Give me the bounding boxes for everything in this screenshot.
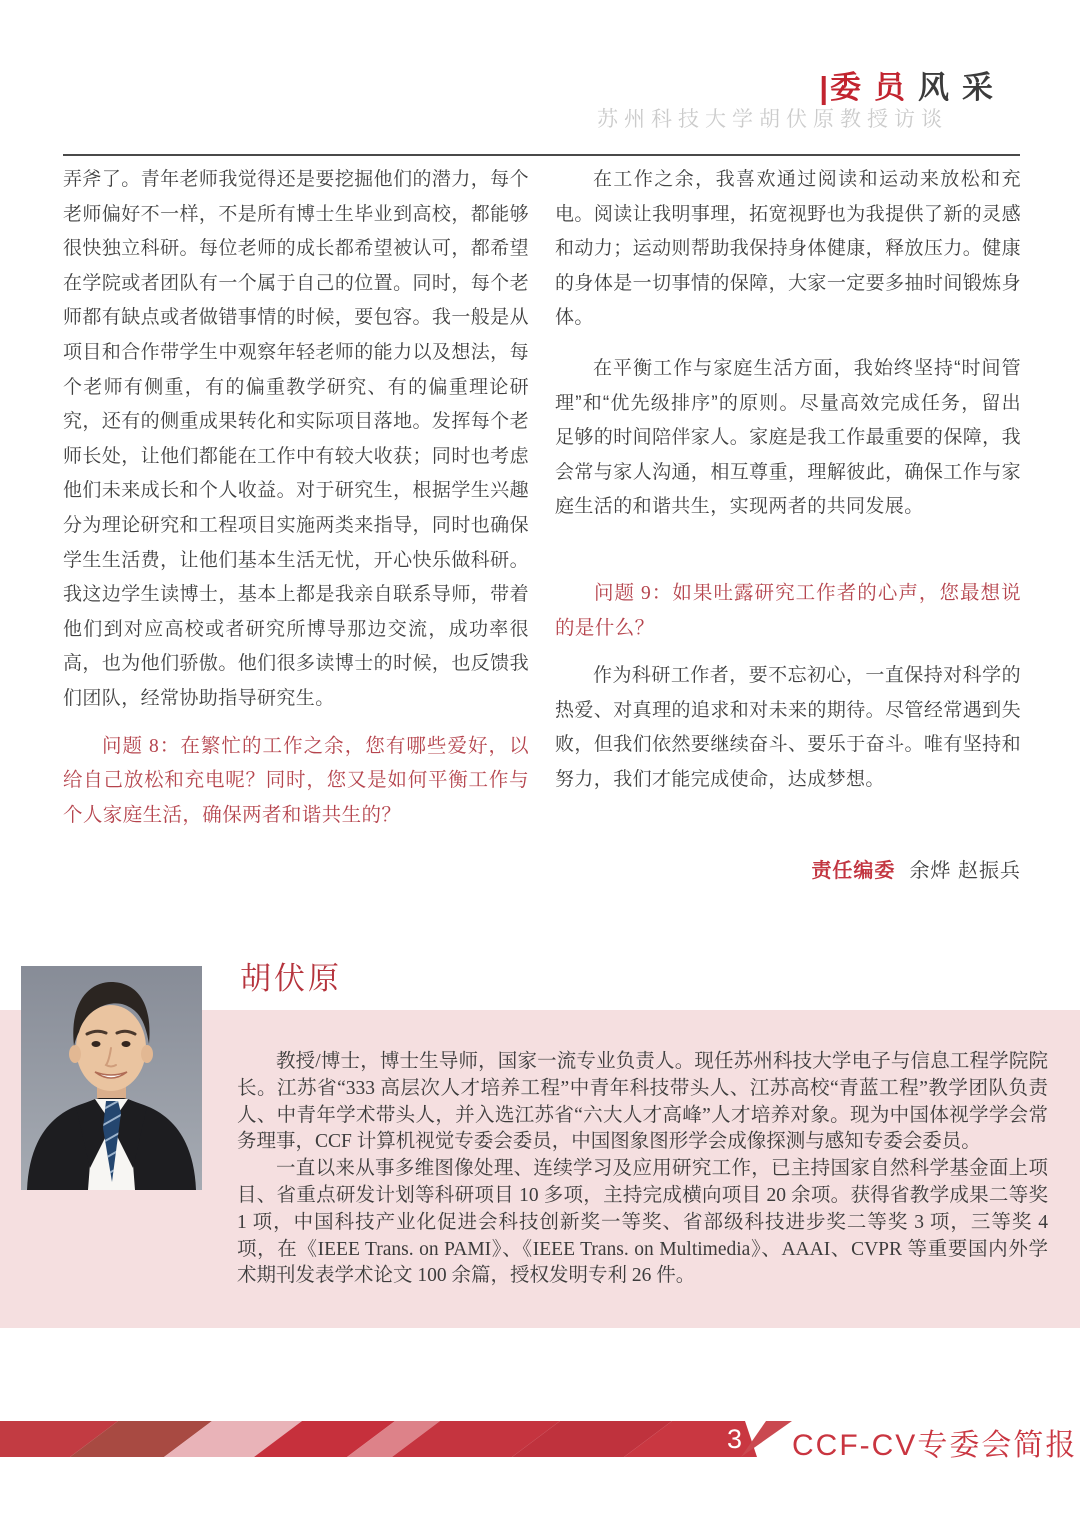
bio-paragraph-1: 教授/博士，博士生导师，国家一流专业负责人。现任苏州科技大学电子与信息工程学院院长。江苏省“333 高层次人才培养工程”中青年科技带头人、江苏高校“青蓝工程”教学团队负责人、中青年学术带头人，并入选江苏省“六大人才高峰”人才培养对象。现为中国体视学学会常务理事，CCF 计算机视觉专委会委员，中国图象图形学会成像探测与感知专委会委员。: [237, 1051, 1048, 1153]
interview-answer-paragraph: 弄斧了。青年老师我觉得还是要挖掘他们的潜力，每个老师偏好不一样，不是所有博士生毕业到高校，都能够很快独立科研。每位老师的成长都希望被认可，都希望在学院或者团队有一个属于自己的位置。同时，每个老师都有缺点或者做错事情的时候，要包容。我一般是从项目和合作带学生中观察年轻老师的能力以及想法，每个老师有侧重，有的偏重教学研究、有的偏重理论研究，还有的侧重成果转化和实际项目落地。发挥每个老师长处，让他们都能在工作中有较大收获；同时也考虑他们未来成长和个人收益。对于研究生，根据学生兴趣分为理论研究和工程项目实施两类来指导，同时也确保学生生活费，让他们基本生活无忧，开心快乐做科研。我这边学生读博士，基本上都是我亲自联系导师，带着他们到对应高校或者研究所博导那边交流，成功率很高，也为他们骄傲。他们很多读博士的时候，也反馈我们团队，经常协助指导研究生。: [63, 169, 529, 709]
page-number: 3: [727, 1424, 743, 1454]
header-subtitle: 苏州科技大学胡伏原教授访谈: [597, 108, 948, 131]
profile-bio: [237, 1049, 1048, 1290]
bio-paragraph-2: 一直以来从事多维图像处理、连续学习及应用研究工作，已主持国家自然科学基金面上项目、省重点研发计划等科研项目 10 多项，主持完成横向项目 20 余项。获得省教学成果二等奖 1 项，中国科技产业化促进会科技创新奖一等奖、省部级科技进步奖二等奖 3 项，三等奖 4 项，在《IEEE Trans. on PAMI》、《IEEE Trans. on Multimedia》、AAAI、CVPR 等重要国内外学术期刊发表学术论文 100 余篇，授权发明专利 26 件。: [237, 1158, 1048, 1287]
footer-band-graphic: [0, 1421, 792, 1457]
interview-question-8: 问题 8：在繁忙的工作之余，您有哪些爱好，以给自己放松和充电呢？同时，您又是如何平衡工作与个人家庭生活，确保两者和谐共生的？: [63, 735, 529, 826]
publication-title: CCF-CV专委会简报: [792, 1429, 1078, 1462]
header-tag-accent: 委员: [830, 70, 918, 105]
interview-left-column: [63, 163, 529, 833]
interview-question-9: 问题 9：如果吐露研究工作者的心声，您最想说的是什么？: [555, 582, 1021, 639]
header-tag-rest: 风采: [918, 70, 1006, 105]
profile-photo: [21, 966, 202, 1190]
editor-label: 责任编委: [811, 859, 896, 882]
footer-decoration-band: [0, 1421, 792, 1457]
portrait-illustration: [21, 966, 202, 1190]
profile-name: 胡伏原: [240, 961, 342, 996]
page-header: [819, 62, 1006, 107]
interview-answer-paragraph: 在工作之余，我喜欢通过阅读和运动来放松和充电。阅读让我明事理，拓宽视野也为我提供了新的灵感和动力；运动则帮助我保持身体健康，释放压力。健康的身体是一切事情的保障，大家一定要多抽时间锻炼身体。: [555, 169, 1021, 329]
header-divider-rule: [63, 154, 1020, 156]
interview-answer-paragraph: 作为科研工作者，要不忘初心，一直保持对科学的热爱、对真理的追求和对未来的期待。尽管经常遇到失败，但我们依然要继续奋斗、要乐于奋斗。唯有坚持和努力，我们才能完成使命，达成梦想。: [555, 665, 1021, 790]
interview-answer-paragraph: 在平衡工作与家庭生活方面，我始终坚持“时间管理”和“优先级排序”的原则。尽量高效完成任务，留出足够的时间陪伴家人。家庭是我工作最重要的保障，我会常与家人沟通，相互尊重，理解彼此，确保工作与家庭生活的和谐共生，实现两者的共同发展。: [555, 357, 1021, 518]
editor-names: 余烨 赵振兵: [909, 859, 1021, 882]
interview-right-column: [555, 163, 1021, 888]
editor-credit-line: [555, 854, 1021, 889]
header-accent-bar: |: [819, 70, 830, 105]
